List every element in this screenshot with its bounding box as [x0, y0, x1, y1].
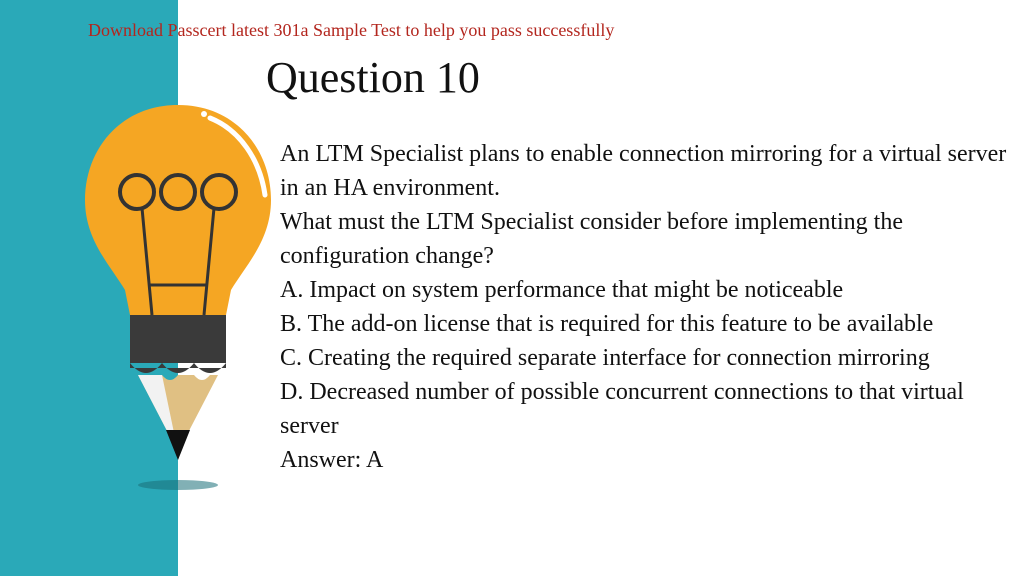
question-body — [280, 137, 1010, 477]
question-text-line: What must the LTM Specialist consider before implementing the configuration change? — [280, 209, 903, 269]
question-title: Question 10 — [266, 53, 480, 102]
option-d: D. Decreased number of possible concurrent connections to that virtual server — [280, 379, 964, 439]
header-banner: Download Passcert latest 301a Sample Test to help you pass successfully — [88, 20, 615, 40]
option-c: C. Creating the required separate interface for connection mirroring — [280, 345, 930, 371]
option-a: A. Impact on system performance that might be noticeable — [280, 277, 844, 303]
lightbulb-pencil-icon — [70, 100, 290, 500]
option-b: B. The add-on license that is required for this feature to be available — [280, 311, 934, 337]
answer-line: Answer: A — [280, 447, 384, 473]
question-text-line: An LTM Specialist plans to enable connection mirroring for a virtual server in an HA environment. — [280, 141, 1007, 201]
